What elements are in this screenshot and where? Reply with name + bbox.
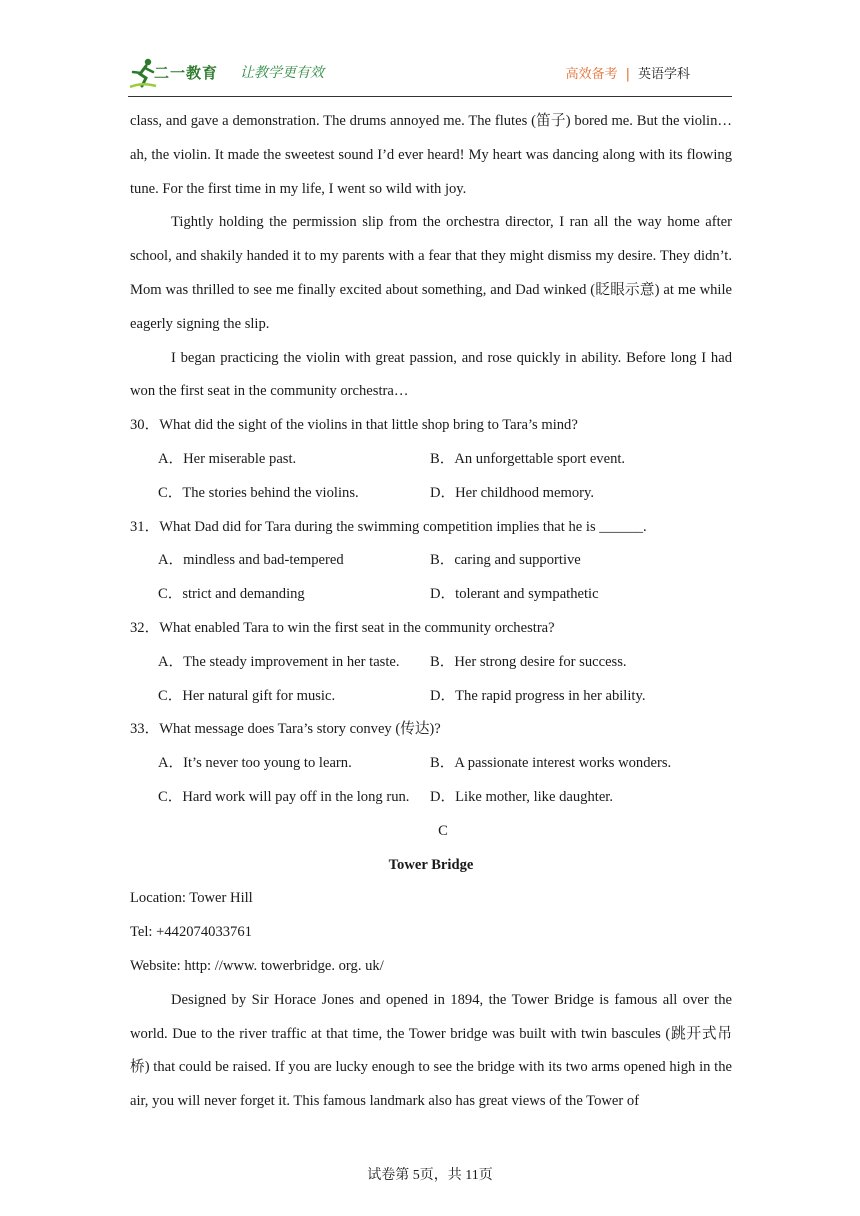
options-row (130, 477, 732, 511)
option-b: B．Her strong desire for success. (430, 653, 627, 670)
header-tag: 高效备考 (565, 67, 618, 82)
option-d: D．Like mother, like daughter. (430, 788, 614, 805)
option-a: A．It’s never too young to learn. (158, 755, 352, 772)
section-paragraph: Designed by Sir Horace Jones and opened in 1894, the Tower Bridge is famous all over the world. Due to the river traffic at that time, the Tower bridge was built with twin bascules (跳开式吊桥) that could be raised. If you are lucky enough to see the bridge with its two arms opened high in the air, you will never forget it. This famous landmark also has great views of the Tower of (130, 991, 732, 1110)
options-row (130, 443, 732, 477)
option-b: B．caring and supportive (430, 552, 581, 569)
option-c: C．strict and demanding (158, 586, 305, 603)
tel-line: Tel: +442074033761 (130, 924, 252, 941)
website-line: Website: http: //www. towerbridge. org. uk/ (130, 957, 384, 974)
question-stem: 30．What did the sight of the violins in that little shop bring to Tara’s mind? (130, 417, 578, 434)
question-30 (130, 409, 732, 510)
passage-paragraph: I began practicing the violin with great passion, and rose quickly in ability. Before long I had won the first seat in the community orchestra… (130, 349, 732, 400)
options-row (130, 680, 732, 714)
option-d: D．tolerant and sympathetic (430, 586, 599, 603)
option-d: D．Her childhood memory. (430, 484, 595, 501)
options-row (130, 781, 732, 815)
options-row (130, 747, 732, 781)
option-c: C．Her natural gift for music. (158, 687, 336, 704)
question-32 (130, 612, 732, 713)
option-b: B．A passionate interest works wonders. (430, 755, 672, 772)
passage-paragraph: class, and gave a demonstration. The drums annoyed me. The flutes (笛子) bored me. But the violin… ah, the violin. It made the sweetest sound I’d ever heard! My heart was dancing along with its flowing tune. For the first time in my life, I went so wild with joy. (130, 113, 732, 197)
option-a: A．mindless and bad-tempered (158, 552, 344, 569)
option-c: C．Hard work will pay off in the long run. (158, 788, 410, 805)
options-row (130, 544, 732, 578)
page-footer: 试卷第 5页，共 11页 (367, 1168, 493, 1183)
header-rule (128, 96, 732, 97)
section-title: Tower Bridge (388, 856, 474, 873)
slogan: 让教学更有效 (240, 65, 324, 81)
option-a: A．The steady improvement in her taste. (158, 653, 400, 670)
header-subject (566, 63, 690, 82)
logo (128, 56, 238, 90)
page-content (130, 105, 732, 1119)
question-stem: 31．What Dad did for Tara during the swimming competition implies that he is ______. (130, 518, 647, 535)
option-b: B．An unforgettable sport event. (430, 450, 626, 467)
options-row (130, 646, 732, 680)
header-subject-label: 英语学科 (637, 67, 690, 82)
option-d: D．The rapid progress in her ability. (430, 687, 646, 704)
question-33 (130, 713, 732, 814)
option-a: A．Her miserable past. (158, 450, 297, 467)
option-c: C．The stories behind the violins. (158, 484, 359, 501)
question-stem: 32．What enabled Tara to win the first seat in the community orchestra? (130, 619, 555, 636)
section-label: C (438, 822, 448, 839)
options-row (130, 578, 732, 612)
page-header (128, 56, 732, 98)
question-31 (130, 511, 732, 612)
passage-paragraph: Tightly holding the permission slip from the orchestra director, I ran all the way home after school, and shakily handed it to my parents with a fear that they might dismiss my desire. They didn’t. Mom was thrilled to see me finally excited about something, and Dad winked (眨眼示意) at me while eagerly signing the slip. (130, 214, 732, 332)
location-line: Location: Tower Hill (130, 890, 253, 907)
header-separator: | (625, 67, 630, 82)
question-stem: 33．What message does Tara’s story convey (传达)? (130, 721, 441, 738)
logo-text: 二一教育 (154, 64, 219, 82)
